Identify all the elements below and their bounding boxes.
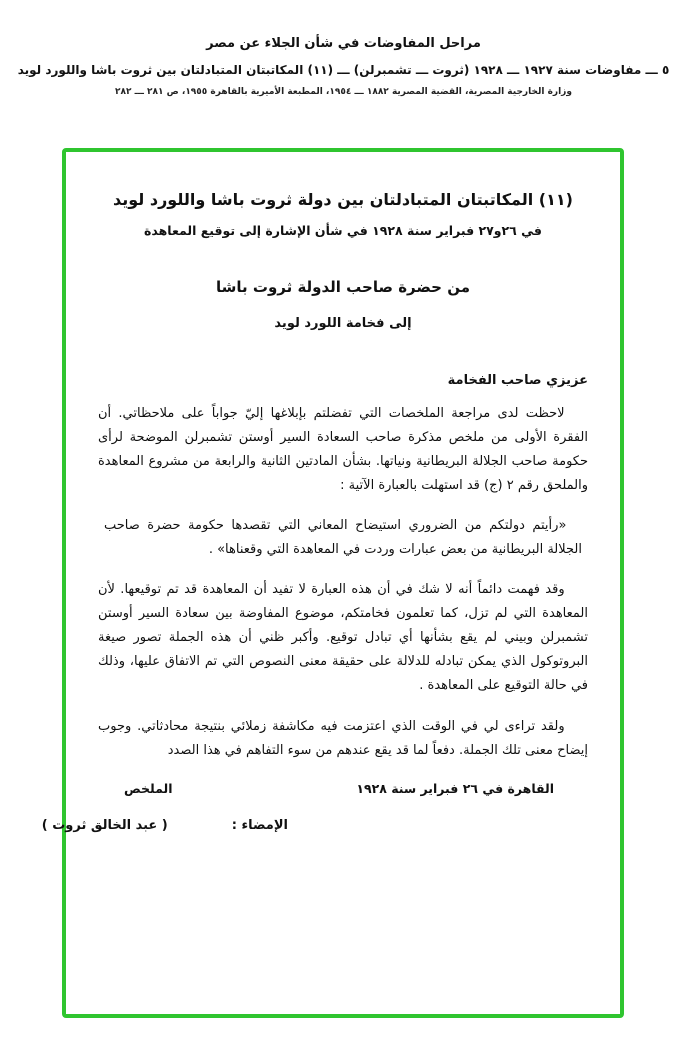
quote-paragraph: «رأيتم دولتكم من الضروري استيضاح المعاني التي تقصدها حكومة حضرة صاحب الجلالة البريطانية من بعض عبارات وردت في المعاهدة التي وقعناها» . <box>104 518 582 558</box>
body-paragraph-3: ولقد تراءى لي في الوقت الذي اعتزمت فيه مكاشفة زملائي بنتيجة محادثاتي. وجوب إيضاح معنى تلك الجملة. دفعاً لما قد يقع عندهم من سوء التفاهم في هذا الصدد <box>98 718 588 758</box>
date-summary-row <box>98 781 588 796</box>
body-paragraph-2: وقد فهمت دائماً أنه لا شك في أن هذه العبارة لا تفيد أن المعاهدة قد تم توقيعها. لأن المعاهدة التي لم تزل، كما تعلمون فخامتكم، موضوع المفاوضة بين سعادة السير أوستن تشمبرلن وبيني لم يقع بشأنها أي تبادل توقيع. وأكبر ظني أن هذه الجملة تصور صيغة البروتوكول الذي يمكن تبادله للدلالة على حقيقة معنى النصوص التي تم الاتفاق عليها، وذلك في حالة التوقيع على المعاهدة . <box>98 582 588 694</box>
page-header-title: مراحل المفاوضات في شأن الجلاء عن مصر <box>206 36 481 51</box>
citation-line: ٥ ـــ مفاوضات سنة ١٩٢٧ ـــ ١٩٢٨ (ثروت ـــ تشمبرلن) ـــ (١١) المكاتبتان المتبادلتان بين ثروت باشا واللورد لويد <box>17 63 670 77</box>
document-title: (١١) المكاتبتان المتبادلتان بين دولة ثروت باشا واللورد لويد <box>113 190 573 209</box>
date-line: القاهرة في ٢٦ فبراير سنة ١٩٢٨ <box>356 780 554 796</box>
signature-name: ( عبد الخالق ثروت ) <box>41 817 168 833</box>
document-frame <box>41 148 624 1018</box>
signature-row <box>41 817 288 833</box>
summary-label: الملخص <box>124 780 173 796</box>
salutation: عزيزي صاحب الفخامة <box>447 373 588 388</box>
source-line: وزارة الخارجية المصرية، القضية المصرية ١٨٨٢ ـــ ١٩٥٤، المطبعة الأميرية بالقاهرة ١٩٥٥، ص ٢٨١ ـــ ٢٨٢ <box>115 87 572 97</box>
sender-line: من حضرة صاحب الدولة ثروت باشا <box>216 278 470 296</box>
signature-label: الإمضاء : <box>231 817 288 833</box>
page-header <box>0 0 687 97</box>
recipient-line: إلى فخامة اللورد لويد <box>274 316 412 331</box>
document-subtitle: في ٢٦و٢٧ فبراير سنة ١٩٢٨ في شأن الإشارة إلى توقيع المعاهدة <box>144 223 542 238</box>
body-paragraph-1: لاحظت لدى مراجعة الملخصات التي تفضلتم بإبلاغها إليّ جواباً على ملاحظاتي. أن الفقرة الأولى من ملخص مذكرة صاحب السعادة السير أوستن تشمبرلن الموضحة لرأى حكومة صاحب الجلالة البريطانية ونياتها. بشأن المادتين الثانية والرابعة من مشروع المعاهدة والملحق رقم ٢ (ج) قد استهلت بالعبارة الآتية : <box>98 406 588 494</box>
